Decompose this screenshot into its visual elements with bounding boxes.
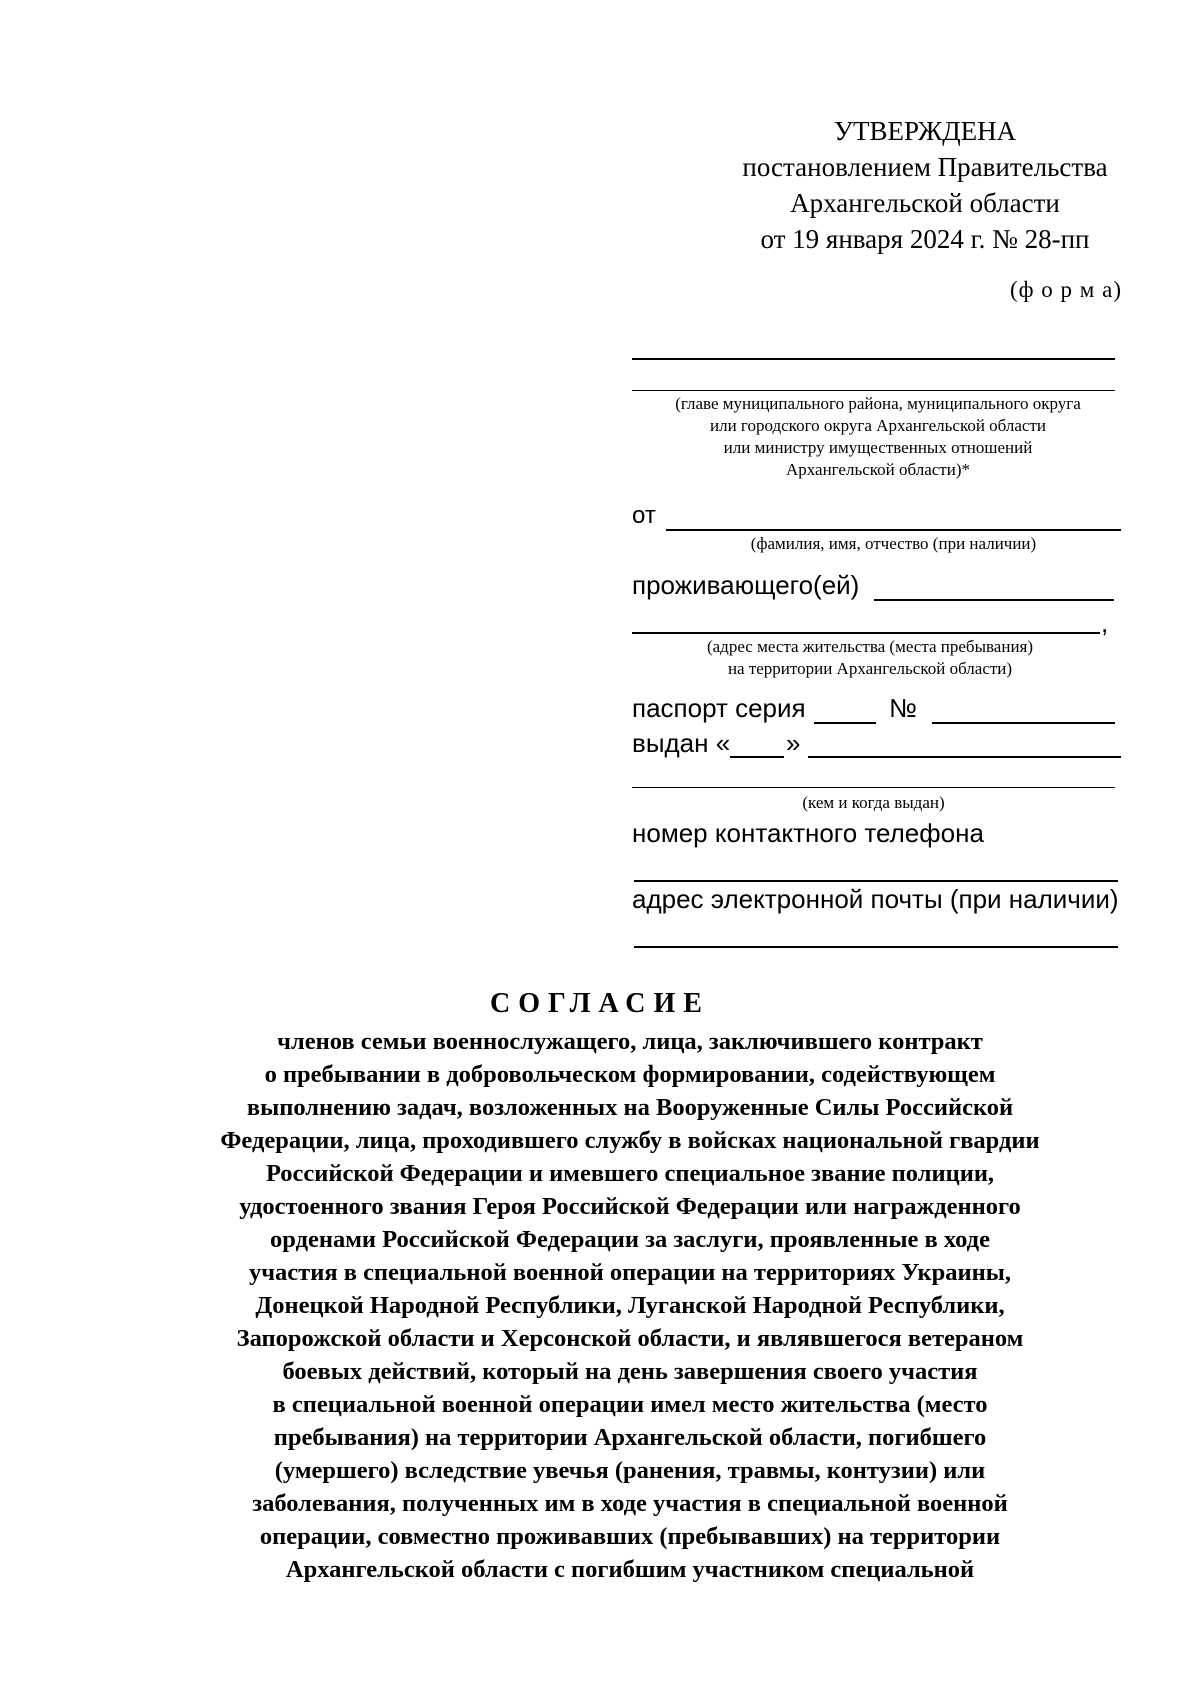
address-caption	[632, 636, 1108, 680]
body-line: операции, совместно проживавших (пребывавших) на территории	[259, 1523, 1001, 1550]
body-line: Донецкой Народной Республики, Луганской Народной Республики,	[255, 1292, 1005, 1319]
approval-date-line: от 19 января 2024 г. № 28-пп	[760, 224, 1090, 254]
body-line: участия в специальной военной операции на территориях Украины,	[248, 1259, 1011, 1286]
passport-number-sign: №	[889, 693, 917, 723]
addressee-caption-line: или министру имущественных отношений	[723, 438, 1033, 457]
body-line: Российской Федерации и имевшего специальное звание полиции,	[265, 1160, 995, 1187]
body-line: Архангельской области с погибшим участником специальной	[285, 1556, 975, 1583]
body-line: удостоенного звания Героя Российской Федерации или награжденного	[239, 1193, 1021, 1220]
body-line: Запорожской области и Херсонской области, и являвшегося ветераном	[236, 1325, 1024, 1352]
passport-series-line	[814, 722, 876, 724]
residing-line-1	[874, 599, 1114, 601]
passport-series-label: паспорт серия	[632, 693, 806, 723]
body-line: Федерации, лица, проходившего службу в войсках национальной гвардии	[220, 1127, 1040, 1154]
issued-by-line-2	[632, 787, 1115, 788]
addressee-caption	[628, 393, 1128, 481]
document-title: СОГЛАСИЕ	[490, 988, 710, 1019]
approval-decree-line: постановлением Правительства	[742, 152, 1108, 182]
issued-label: выдан «	[632, 728, 731, 758]
phone-line	[634, 880, 1118, 882]
residing-label: проживающего(ей)	[632, 570, 860, 600]
addressee-caption-line: или городского округа Архангельской области	[709, 416, 1047, 435]
address-caption-line: (адрес места жительства (места пребывания)	[706, 637, 1034, 656]
approval-title: УТВЕРЖДЕНА	[833, 116, 1017, 146]
issued-by-line	[808, 756, 1121, 758]
phone-label: номер контактного телефона	[632, 818, 984, 848]
email-line	[634, 946, 1118, 948]
body-line: заболевания, полученных им в ходе участия в специальной военной	[252, 1490, 1008, 1517]
passport-number-line	[932, 722, 1115, 724]
form-label: (ф о р м а)	[1010, 277, 1122, 302]
issued-caption: (кем и когда выдан)	[802, 793, 945, 812]
name-line	[666, 529, 1121, 531]
addressee-caption-line: Архангельской области)*	[785, 460, 970, 479]
addressee-line-2	[632, 390, 1115, 391]
body-line: орденами Российской Федерации за заслуги, проявленные в ходе	[270, 1226, 990, 1253]
residing-line-2	[632, 632, 1100, 634]
body-line: выполнению задач, возложенных на Вооруженные Силы Российской	[246, 1094, 1014, 1121]
address-caption-line: на территории Архангельской области)	[727, 659, 1013, 678]
residing-comma: ,	[1101, 608, 1109, 638]
issued-day-line	[730, 756, 784, 758]
body-line: членов семьи военнослужащего, лица, заключившего контракт	[277, 1028, 983, 1055]
body-line: (умершего) вследствие увечья (ранения, травмы, контузии) или	[274, 1457, 986, 1484]
issued-close-quote: »	[786, 728, 801, 758]
document-body	[160, 1025, 1100, 1586]
addressee-caption-line: (главе муниципального района, муниципального округа	[675, 394, 1081, 413]
body-line: пребывания) на территории Архангельской области, погибшего	[273, 1424, 987, 1451]
from-label: от	[632, 502, 656, 529]
addressee-line-1	[632, 358, 1115, 360]
body-line: о пребывании в добровольческом формировании, содействующем	[264, 1061, 996, 1088]
name-caption: (фамилия, имя, отчество (при наличии)	[750, 534, 1037, 553]
approval-region-line: Архангельской области	[790, 188, 1060, 218]
body-line: боевых действий, который на день завершения своего участия	[282, 1358, 978, 1385]
approval-block	[700, 113, 1150, 257]
body-line: в специальной военной операции имел место жительства (место	[272, 1391, 988, 1418]
email-label: адрес электронной почты (при наличии)	[632, 884, 1119, 914]
